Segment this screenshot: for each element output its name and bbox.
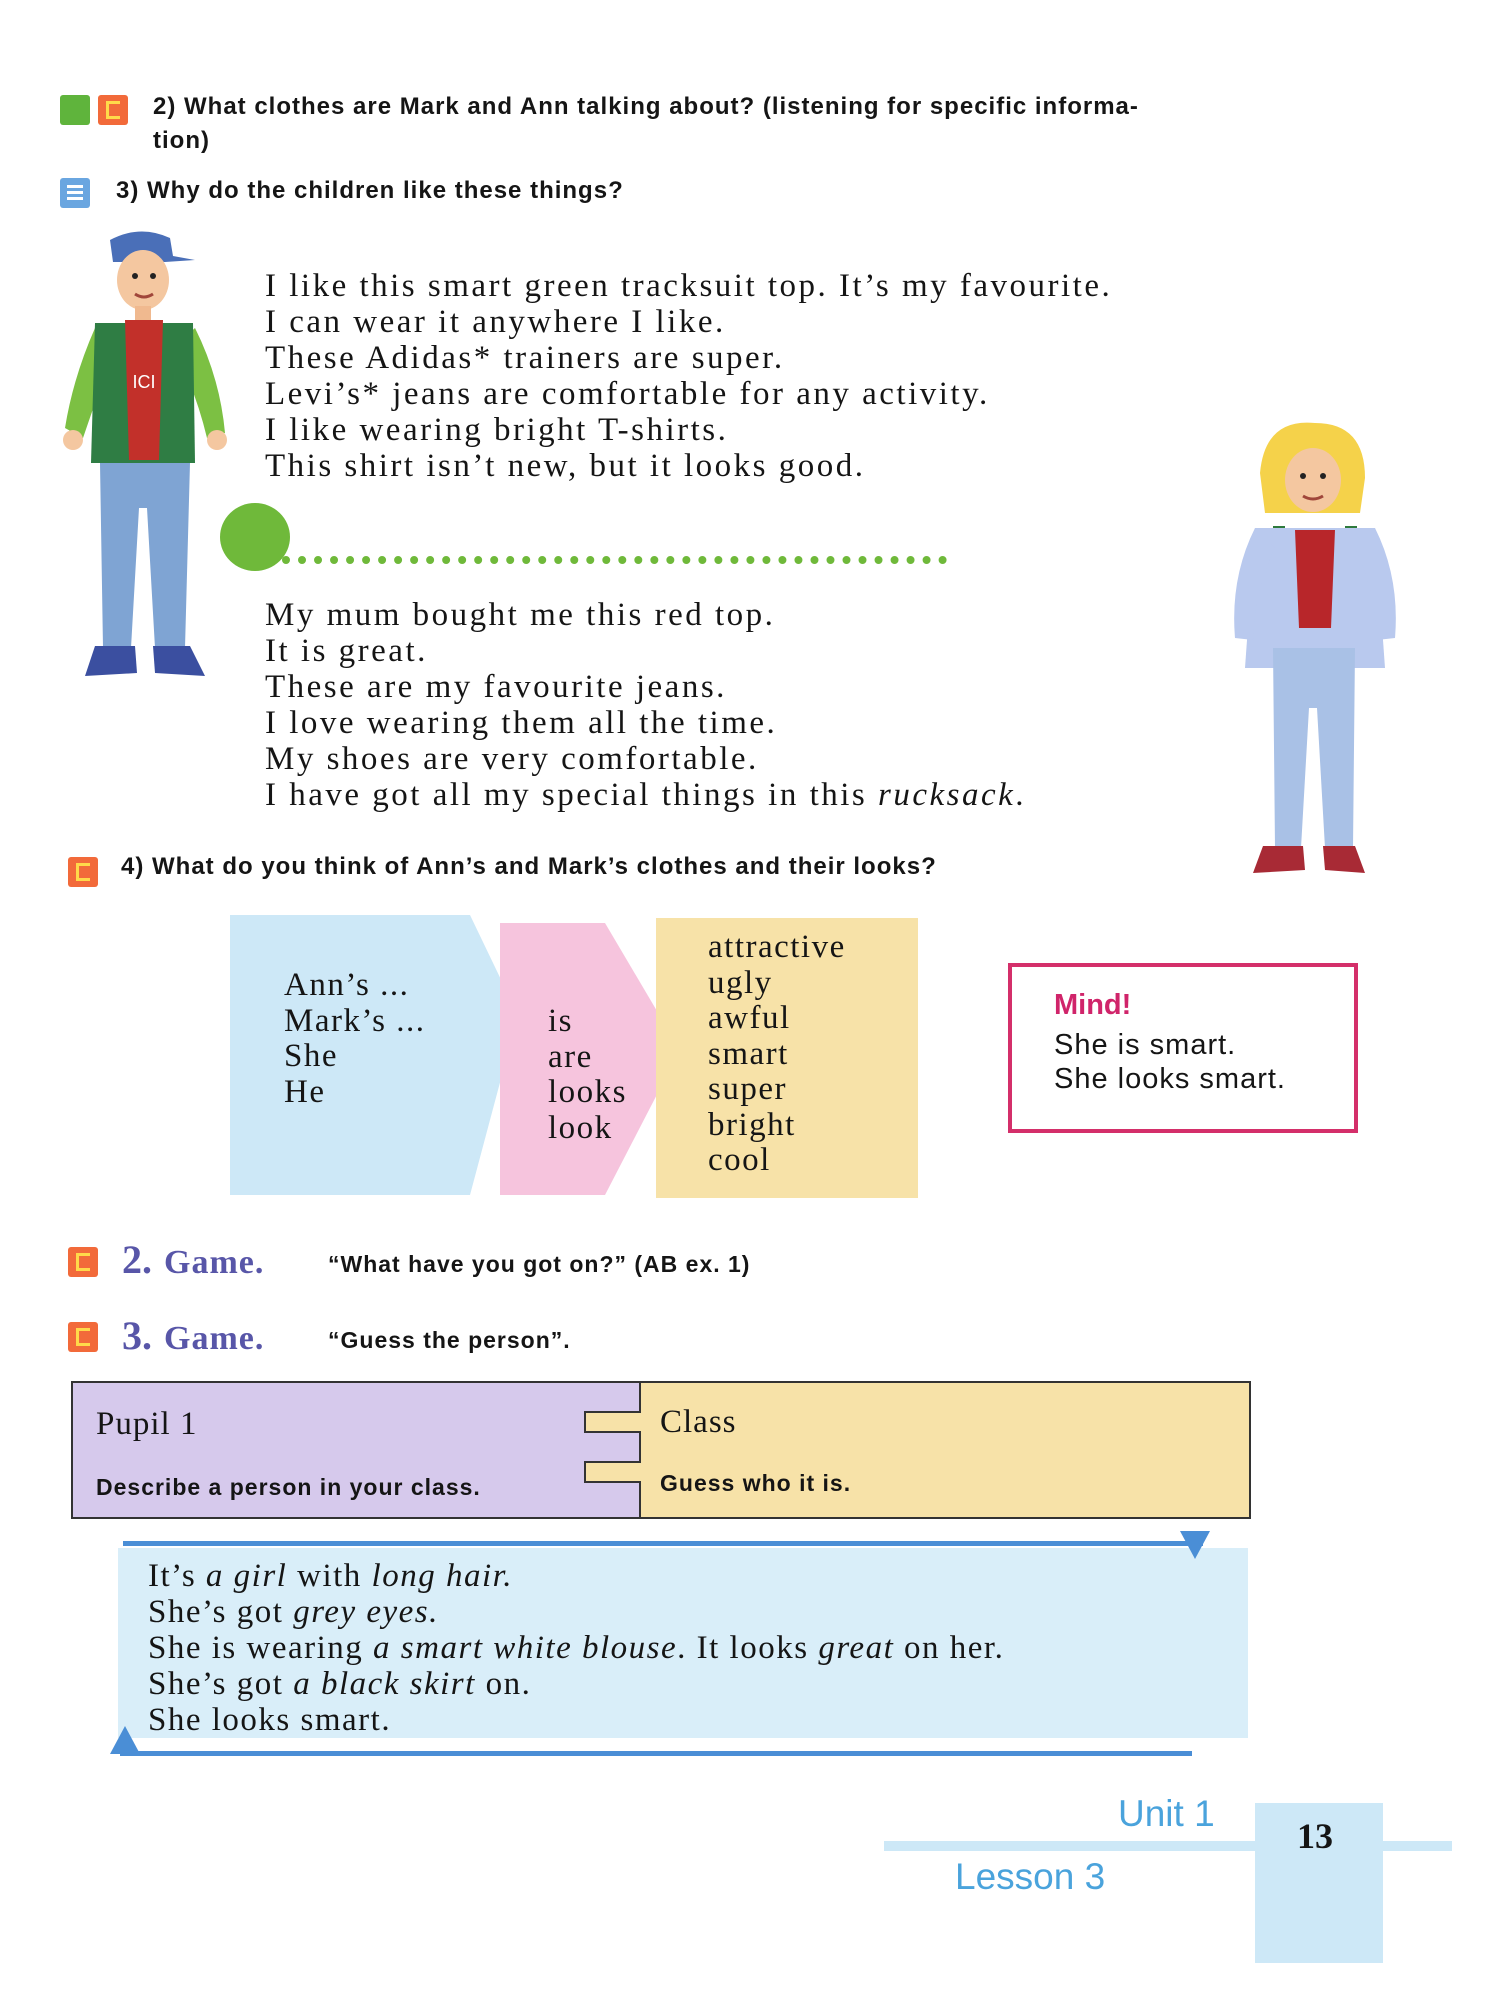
task-e-icon [68, 1247, 98, 1277]
unit-label: Unit 1 [1118, 1793, 1215, 1834]
dotted-separator [282, 556, 947, 564]
example-line: She’s got a black skirt on. [148, 1666, 532, 1702]
adjective-item: cool [708, 1142, 771, 1178]
adjective-item: bright [708, 1106, 796, 1143]
mind-box [1008, 963, 1358, 1133]
game-2-description: “What have you got on?” (AB ex. 1) [328, 1251, 751, 1277]
task-e-icon [68, 857, 98, 887]
example-text [148, 1558, 1004, 1738]
verb-item: are [548, 1038, 593, 1075]
verb-item: is [548, 1003, 574, 1039]
mark-text [265, 268, 1112, 484]
reading-icon [60, 178, 90, 208]
subject-item: Ann’s ... [284, 967, 410, 1003]
subject-item: She [284, 1038, 338, 1074]
ann-line: My shoes are very comfortable. [265, 741, 759, 777]
verb-item: look [548, 1109, 613, 1146]
separator-dot [220, 503, 290, 571]
mark-line: I like wearing bright T-shirts. [265, 412, 729, 448]
pupil-title: Pupil 1 [96, 1406, 198, 1442]
subjects-column [284, 968, 426, 1110]
task-e-icon [98, 95, 128, 125]
task-3-question: 3) Why do the children like these things? [116, 177, 624, 204]
adjective-item: awful [708, 1000, 791, 1036]
ann-line-last: I have got all my special things in this rucksack. [265, 777, 1027, 813]
mark-line: These Adidas* trainers are super. [265, 340, 785, 376]
task-2-question: 2) What clothes are Mark and Ann talking about? (listening for specific informa- tion) [153, 93, 1139, 154]
page-number: 13 [1297, 1816, 1333, 1856]
verb-item: looks [548, 1074, 628, 1110]
verbs-column [548, 1004, 627, 1146]
example-line: She’s got grey eyes. [148, 1594, 439, 1630]
subject-item: He [284, 1073, 326, 1110]
adjective-item: smart [708, 1035, 789, 1072]
mark-line: Levi’s* jeans are comfortable for any activity. [265, 376, 990, 412]
adjective-item: ugly [708, 964, 773, 1001]
example-line: It’s a girl with long hair. [148, 1558, 514, 1594]
task-4-question: 4) What do you think of Ann’s and Mark’s clothes and their looks? [121, 853, 937, 880]
bottom-arrow-line [120, 1751, 1192, 1756]
example-line: She looks smart. [148, 1702, 392, 1738]
audio-icon [60, 95, 90, 125]
task-e-icon [68, 1322, 98, 1352]
boy-illustration [55, 228, 230, 718]
lesson-label: Lesson 3 [955, 1856, 1106, 1897]
mark-line: I can wear it anywhere I like. [265, 304, 726, 340]
ann-line: These are my favourite jeans. [265, 669, 727, 705]
ann-line: It is great. [265, 633, 428, 669]
ann-line: My mum bought me this red top. [265, 597, 776, 633]
class-instruction: Guess who it is. [660, 1470, 852, 1496]
game-3-description: “Guess the person”. [328, 1327, 571, 1353]
up-arrow-icon [110, 1726, 140, 1754]
game-3-heading: 3. Game. [122, 1313, 265, 1358]
mind-line: She looks smart. [1054, 1063, 1286, 1095]
mind-title: Mind! [1054, 989, 1132, 1021]
ann-line: I love wearing them all the time. [265, 705, 778, 741]
adjectives-column [708, 930, 846, 1179]
adjective-item: attractive [708, 929, 846, 965]
ann-text [265, 597, 1026, 813]
svg-text:ICI: ICI [132, 372, 156, 392]
girl-illustration [1225, 418, 1400, 880]
mark-line: This shirt isn’t new, but it looks good. [265, 448, 866, 484]
example-line: She is wearing a smart white blouse. It looks great on her. [148, 1630, 1005, 1666]
subject-item: Mark’s ... [284, 1002, 426, 1039]
adjective-item: super [708, 1071, 787, 1107]
top-arrow-line [123, 1541, 1203, 1546]
down-arrow-icon [1180, 1531, 1210, 1559]
mark-line: I like this smart green tracksuit top. It’s my favourite. [265, 268, 1113, 304]
game-2-heading: 2. Game. [122, 1237, 265, 1282]
pupil-instruction: Describe a person in your class. [96, 1474, 481, 1500]
class-title: Class [660, 1404, 737, 1440]
mind-line: She is smart. [1054, 1029, 1237, 1061]
